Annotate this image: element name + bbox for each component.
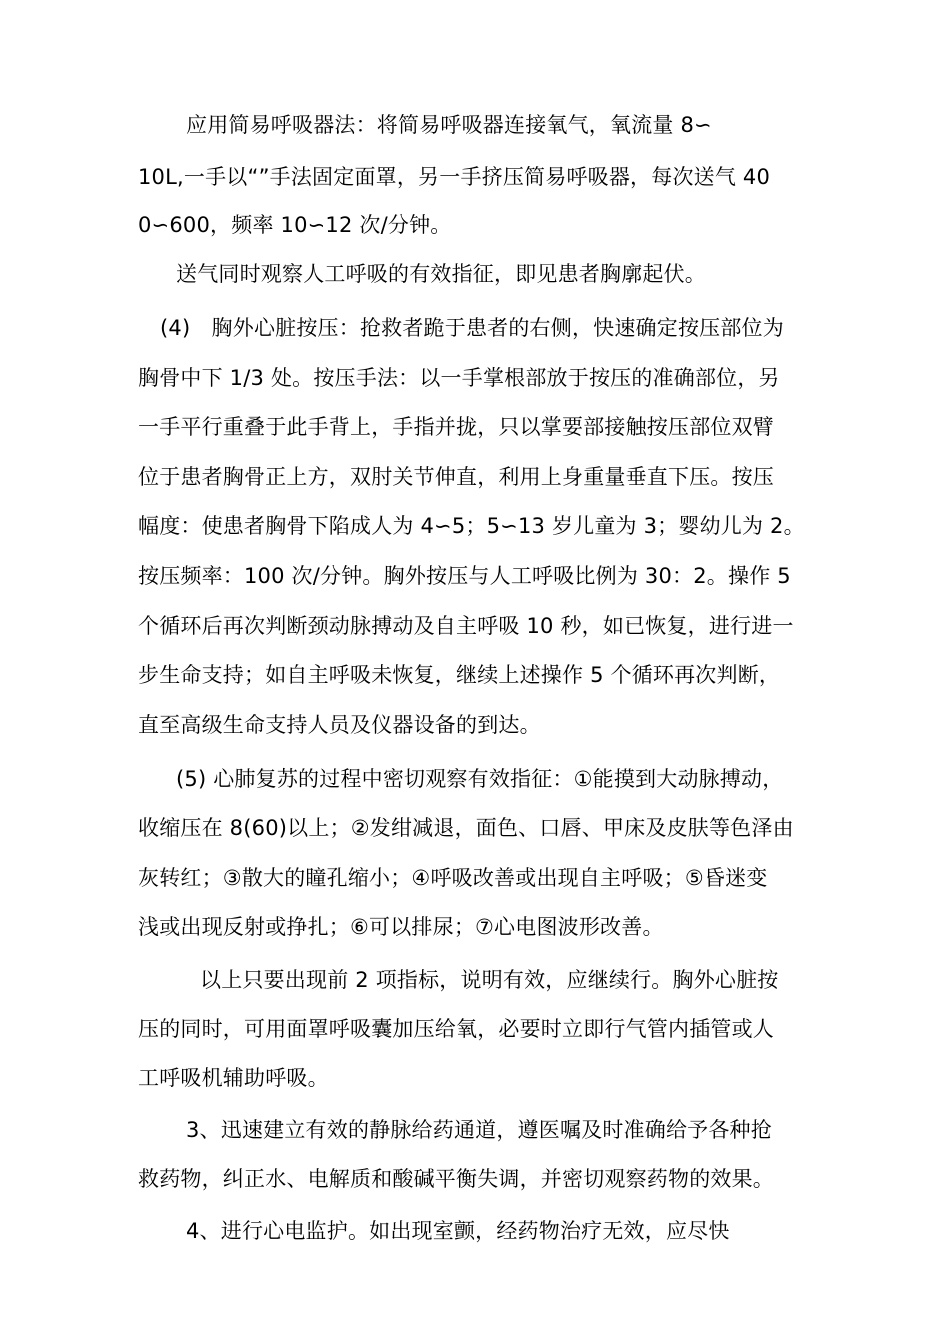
text-line-4: 送气同时观察人工呼吸的有效指征，即见患者胸廓起伏。	[176, 262, 706, 286]
text-line-11: 个循环后再次判断颈动脉搏动及自主呼吸 10 秒，如已恢复，进行进一	[138, 614, 794, 638]
text-line-10: 按压频率：100 次/分钟。胸外按压与人工呼吸比例为 30：2。操作 5	[138, 564, 791, 588]
text-line-18: 以上只要出现前 2 项指标，说明有效，应继续行。胸外心脏按	[200, 968, 779, 992]
text-line-14: (5) 心肺复苏的过程中密切观察有效指征：①能摸到大动脉搏动，	[176, 767, 784, 791]
text-line-22: 救药物，纠正水、电解质和酸碱平衡失调，并密切观察药物的效果。	[138, 1167, 774, 1191]
text-line-6: 胸骨中下 1/3 处。按压手法：以一手掌根部放于按压的准确部位，另	[138, 366, 780, 390]
text-line-15: 收缩压在 8(60)以上；②发绀减退，面色、口唇、甲床及皮肤等色泽由	[138, 816, 794, 840]
text-line-2: 10L,一手以“”手法固定面罩，另一手挤压简易呼吸器，每次送气 40	[138, 165, 771, 189]
text-line-17: 浅或出现反射或挣扎；⑥可以排尿；⑦心电图波形改善。	[138, 915, 664, 939]
text-line-3: 0∽600，频率 10∽12 次/分钟。	[138, 213, 452, 237]
text-line-7: 一手平行重叠于此手背上，手指并拢，只以掌要部接触按压部位双臂	[138, 415, 774, 439]
text-line-20: 工呼吸机辅助呼吸。	[138, 1066, 329, 1090]
text-line-13: 直至高级生命支持人员及仪器设备的到达。	[138, 713, 541, 737]
text-line-16: 灰转红；③散大的瞳孔缩小；④呼吸改善或出现自主呼吸；⑤昏迷变	[138, 866, 768, 890]
text-line-8: 位于患者胸骨正上方，双肘关节伸直，利用上身重量垂直下压。按压	[138, 465, 774, 489]
text-line-19: 压的同时，可用面罩呼吸囊加压给氧，必要时立即行气管内插管或人	[138, 1017, 774, 1041]
text-line-9: 幅度：使患者胸骨下陷成人为 4∽5；5∽13 岁儿童为 3；婴幼儿为 2。	[138, 514, 805, 538]
text-line-21: 3、迅速建立有效的静脉给药通道，遵医嘱及时准确给予各种抢	[186, 1118, 772, 1142]
text-line-5: (4) 胸外心脏按压：抢救者跪于患者的右侧，快速确定按压部位为	[160, 316, 784, 340]
text-line-1: 应用简易呼吸器法：将简易呼吸器连接氧气，氧流量 8∽	[186, 113, 712, 137]
text-line-23: 4、进行心电监护。如出现室颤，经药物治疗无效，应尽快	[186, 1219, 730, 1243]
text-line-12: 步生命支持；如自主呼吸未恢复，继续上述操作 5 个循环再次判断，	[138, 663, 781, 687]
